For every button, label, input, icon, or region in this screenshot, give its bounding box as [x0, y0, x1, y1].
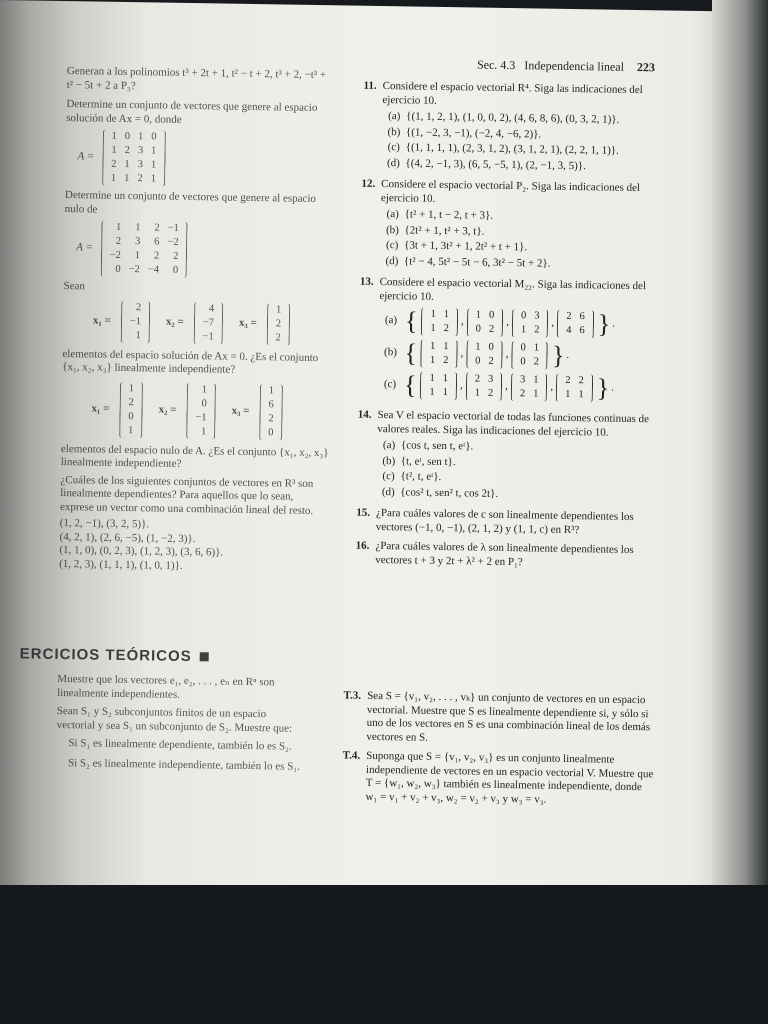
matrix-cell: 2	[154, 222, 160, 234]
list-item	[376, 485, 670, 503]
item-label: (d)	[385, 254, 399, 267]
matrix-name: A =	[76, 241, 93, 254]
matrix-cell: 0	[172, 264, 179, 276]
matrix-cell: 1	[137, 131, 144, 143]
left-column	[59, 65, 335, 575]
matrix-cell: 4	[208, 302, 215, 314]
matrix-cell: 1	[275, 303, 282, 315]
teoricos-left	[56, 673, 307, 774]
matrix-cell: 1	[110, 172, 117, 184]
matrix-row	[125, 329, 144, 343]
item-label: (c)	[382, 470, 395, 483]
matrix-cell: 1	[430, 340, 436, 352]
period: .	[566, 349, 570, 362]
matrix-cell: −1	[202, 330, 214, 342]
matrix-cell: 1	[442, 387, 448, 399]
matrix-row	[517, 309, 544, 323]
left-brace: {	[404, 306, 418, 336]
matrix-cell: 2	[488, 323, 495, 335]
exercise-number: 15.	[356, 506, 371, 519]
matrix-cell: −1	[129, 315, 142, 327]
matrix-row	[264, 426, 277, 440]
matrix-row	[191, 425, 210, 439]
matrix-block	[76, 220, 333, 280]
left-brace: {	[403, 370, 417, 400]
item-label: (b)	[385, 223, 399, 236]
matrix-cell: 2	[566, 310, 572, 323]
matrix	[467, 308, 504, 337]
matrix-cell: 2	[474, 373, 481, 385]
matrix-row	[426, 340, 453, 354]
matrix-cell: −7	[202, 316, 215, 328]
matrix-row	[124, 396, 137, 410]
matrix-row	[198, 330, 217, 344]
list-item: (4, 2, 1), (2, 6, −5), (1, −2, 3)}.	[59, 530, 196, 545]
matrix-cell: 1	[124, 158, 130, 171]
matrix-cell: 2	[443, 355, 449, 367]
exercise-15	[340, 506, 670, 538]
matrix-row	[106, 221, 183, 236]
theory-text: Suponga que S = {v₁, v₂, v₃} es un conjunto linealmente independiente de vectores en un espacio vectorial V. Muestre que T = {w₁, w₂, w₃} también es linealmente independiente, donde w₁ = v₁ + v₂ + v₃, w₂ = v₂ + v₃ y w₃ = v₃.	[365, 749, 654, 806]
theory-T4	[325, 749, 656, 808]
matrix-cell: 4	[566, 324, 572, 337]
separator: ,	[460, 347, 464, 360]
matrix-row	[426, 354, 453, 368]
matrix-cell: 1	[443, 309, 450, 321]
matrix-cell: 1	[200, 425, 207, 437]
item-text: {(1, 1, 2, 1), (1, 0, 0, 2), (4, 6, 8, 6), (0, 3, 2, 1)}.	[406, 110, 620, 126]
matrix-cell: 1	[430, 308, 436, 320]
theory-subitem: Si S₂ es linealmente independiente, también lo es S₁.	[67, 756, 301, 773]
matrix-row	[516, 355, 543, 369]
matrix-row	[471, 372, 498, 386]
matrix-row	[472, 322, 499, 336]
matrix-row	[125, 382, 138, 396]
matrix-cell: 3	[134, 236, 141, 248]
matrix-cell: 2	[111, 158, 117, 170]
matrix-cell: 6	[154, 236, 160, 248]
matrix-cell: 1	[430, 322, 436, 334]
matrix-cell: 2	[519, 388, 526, 400]
item-text: {(4, 2, −1, 3), (6, 5, −5, 1), (2, −1, 3, 5)}.	[405, 156, 586, 172]
matrix	[102, 130, 166, 187]
matrix-cell: 0	[151, 131, 157, 143]
vector-name: x₁ =	[92, 314, 111, 327]
separator: ,	[460, 315, 464, 328]
matrix-cell: 1	[128, 424, 134, 436]
exercise-text: ¿Para cuáles valores de λ son linealmente dependientes los vectores t + 3 y 2t + λ² + 2 en P₁?	[375, 539, 634, 568]
matrix-cell: 1	[429, 386, 435, 398]
matrix-cell: 1	[124, 172, 130, 185]
matrix-row	[561, 374, 588, 388]
matrix-cell: 1	[578, 389, 584, 401]
left-paragraph: Determine un conjunto de vectores que genere al espacio nulo de	[64, 189, 317, 216]
matrix-cell: 2	[275, 317, 282, 329]
matrix-cell: 1	[135, 329, 141, 341]
item-text: {t, eᵗ, sen t}.	[400, 454, 456, 468]
matrix	[511, 373, 548, 402]
section-title	[20, 645, 209, 665]
matrix-row	[105, 263, 182, 278]
matrix-cell: 0	[201, 397, 207, 409]
matrix-set	[403, 307, 615, 338]
matrix	[420, 372, 457, 401]
matrix-set-item	[379, 307, 673, 340]
matrix-row	[425, 372, 452, 386]
matrix-row	[107, 130, 160, 145]
item-label: (c)	[385, 239, 399, 252]
item-label: (b)	[387, 125, 401, 138]
matrix-cell: 1	[135, 222, 141, 234]
matrix-cell: 2	[137, 173, 143, 185]
matrix-row	[562, 324, 589, 338]
matrix-row	[107, 172, 160, 187]
period: .	[612, 317, 616, 330]
matrix-row	[264, 412, 277, 426]
matrix-row	[106, 235, 183, 250]
exercise-11	[345, 79, 676, 176]
matrix-row	[272, 303, 285, 317]
left-brace: {	[404, 338, 418, 368]
vector	[186, 382, 216, 438]
exercise-number: 12.	[361, 177, 376, 190]
matrix-cell: 3	[488, 373, 494, 385]
matrix-cell: −1	[167, 222, 179, 234]
matrix-cell: −2	[167, 236, 179, 248]
matrix-cell: 2	[534, 324, 540, 336]
list-item: (1, 2, 3), (1, 1, 1), (1, 0, 1)}.	[59, 557, 183, 572]
matrix-cell: 0	[520, 356, 526, 368]
matrix-cell: 1	[474, 387, 480, 399]
matrix-cell: 1	[475, 309, 482, 321]
exercise-16	[339, 539, 669, 571]
matrix-row	[516, 387, 543, 401]
vector	[120, 300, 150, 342]
matrix-cell: −2	[109, 249, 121, 261]
list-item: (1, 1, 0), (0, 2, 3), (1, 2, 3), (3, 6, 6)}.	[59, 544, 224, 559]
matrix-row	[471, 354, 498, 368]
vector-name: x₁ =	[91, 402, 110, 415]
matrix-cell: 1	[533, 388, 539, 400]
vector	[266, 303, 290, 345]
matrix-cell: 1	[429, 372, 435, 384]
matrix-cell: 3	[519, 374, 526, 386]
matrix-cell: −4	[147, 264, 160, 276]
matrix-cell: 2	[533, 356, 539, 368]
matrix-cell: 1	[111, 130, 117, 142]
matrix-cell: 2	[115, 235, 122, 247]
matrix-cell: 2	[565, 374, 571, 387]
matrix	[466, 340, 503, 369]
left-paragraph: elementos del espacio nulo de A. ¿Es el conjunto {x₁, x₂, x₃} linealmente independiente?	[60, 442, 329, 470]
right-brace: }	[596, 373, 610, 403]
item-text: {t² + 1, t − 2, t + 3}.	[404, 208, 494, 222]
running-header	[477, 58, 655, 76]
matrix-cell: 1	[520, 324, 527, 336]
exercise-13	[342, 275, 674, 407]
matrix-row	[199, 302, 218, 316]
matrix-row	[516, 373, 543, 387]
matrix-cell: 2	[124, 144, 130, 157]
left-item-list	[59, 517, 328, 575]
matrix-row	[561, 388, 588, 402]
matrix-cell: 1	[151, 145, 157, 157]
matrix-cell: 1	[533, 374, 539, 386]
matrix-cell: 2	[443, 323, 449, 335]
matrix-cell: 1	[443, 341, 449, 353]
matrix-cell: 3	[137, 145, 144, 157]
matrix-row	[126, 301, 145, 315]
exercise-number: 11.	[363, 79, 377, 92]
matrix-cell: 3	[534, 310, 540, 322]
matrix-cell: 1	[442, 373, 449, 385]
header-title: Independencia lineal	[524, 58, 625, 74]
theory-item: Muestre que los vectores e₁, e₂, . . . , eₙ en Rⁿ son linealmente independientes.	[57, 672, 275, 701]
matrix-cell: 1	[150, 159, 157, 171]
page-number: 223	[636, 60, 656, 75]
matrix-row	[472, 308, 499, 322]
matrix-row	[126, 315, 145, 329]
matrix	[557, 310, 594, 339]
vector-name: x₃ =	[238, 316, 257, 329]
matrix-cell: 3	[137, 159, 143, 171]
matrix-name: A =	[77, 150, 95, 163]
exercise-text: Considere el espacio vectorial P₂. Siga las indicaciones del ejercicio 10.	[380, 178, 641, 205]
matrix-cell: 2	[275, 331, 281, 343]
matrix-cell: 1	[128, 382, 135, 394]
matrix-set	[402, 339, 569, 370]
matrix-row	[265, 384, 278, 398]
item-label: (d)	[386, 156, 400, 169]
item-label: (b)	[382, 454, 396, 467]
separator: ,	[506, 316, 510, 329]
item-text: {cos t, sen t, eᵗ}.	[400, 439, 474, 453]
item-text: {3t + 1, 3t² + 1, 2t² + t + 1}.	[404, 239, 528, 254]
matrix-cell: 6	[579, 325, 585, 337]
matrix-cell: 1	[475, 341, 481, 353]
matrix-cell: 1	[268, 384, 275, 396]
vector	[193, 302, 223, 344]
matrix-row	[425, 386, 452, 400]
left-paragraph: ¿Cuáles de los siguientes conjuntos de vectores en R³ son linealmente dependientes? Para aquellos que lo sean, exprese un vector como una combinación lineal del resto.	[59, 473, 314, 517]
matrix-cell: 1	[150, 173, 156, 185]
separator: ,	[459, 379, 463, 392]
separator: ,	[550, 380, 554, 393]
matrix-cell: 2	[578, 375, 584, 387]
left-paragraph: Generan a los polinomios t³ + 2t + 1, t² − t + 2, t³ + 2, −t³ + t² − 5t + 2 a P₃?	[66, 65, 327, 92]
matrix-cell: −2	[128, 264, 140, 276]
matrix-cell: 0	[115, 263, 121, 275]
item-label: (d)	[381, 485, 395, 498]
matrix-row	[191, 397, 210, 411]
theory-T3	[326, 689, 657, 748]
item-text: {2t² + 1, t² + 3, t}.	[404, 223, 485, 238]
list-item	[381, 157, 675, 175]
matrix-cell: 2	[488, 355, 494, 367]
theory-text: Sea S = {v₁, v₂, . . . , vₖ} un conjunto de vectores en un espacio vectorial. Muestre que S es linealmente dependiente si, y sólo si uno de los vectores en S es una combinación lineal de los demás vectores en S.	[366, 689, 651, 744]
matrix-cell: 1	[201, 383, 208, 395]
item-label: (c)	[387, 141, 400, 154]
item-label: (c)	[383, 378, 397, 391]
item-text: {(1, 1, 1, 1), (2, 3, 1, 2), (3, 1, 2, 1), (2, 2, 1, 1)}.	[405, 141, 619, 157]
matrix-row	[199, 316, 218, 330]
matrix-cell: 1	[115, 221, 122, 233]
theory-subitem: Si S₁ es linealmente dependiente, también lo es S₂.	[68, 737, 292, 753]
item-text: {t² − 4, 5t² − 5t − 6, 3t² − 5t + 2}.	[403, 254, 551, 270]
matrix-cell: 6	[579, 311, 585, 323]
item-label: (a)	[388, 110, 401, 123]
matrix-cell: 2	[135, 301, 142, 313]
matrix-cell: 0	[521, 310, 527, 322]
matrix-cell: 1	[533, 342, 540, 354]
theory-item: Sean S₁ y S₂ subconjuntos finitos de un espacio vectorial y sea S₁ un subconjunto de S₂. Muestre que:	[56, 704, 293, 735]
item-text: {(1, −2, 3, −1), (−2, 4, −6, 2)}.	[405, 125, 542, 141]
matrix-row	[471, 386, 498, 400]
vector-row	[81, 381, 330, 441]
matrix-row	[516, 341, 543, 355]
matrix-row	[192, 383, 211, 397]
matrix-row	[124, 424, 137, 438]
list-item: (1, 2, −1), (3, 2, 5)}.	[59, 517, 150, 531]
teoricos-right	[325, 689, 657, 814]
matrix	[421, 340, 458, 369]
matrix-cell: 0	[124, 130, 131, 143]
matrix-block	[77, 129, 334, 189]
item-label: (a)	[382, 439, 396, 452]
vector-row	[83, 300, 332, 346]
matrix-row	[471, 340, 498, 354]
vector	[259, 384, 283, 440]
matrix-cell: 2	[268, 412, 274, 424]
matrix-cell: 2	[173, 250, 179, 262]
matrix-cell: 0	[489, 309, 495, 321]
vector	[119, 381, 143, 437]
separator: ,	[505, 380, 509, 393]
matrix	[100, 221, 188, 278]
matrix-set-item	[378, 371, 672, 404]
matrix-row	[264, 398, 277, 412]
matrix-cell: 0	[128, 410, 134, 422]
exercise-number: 13.	[359, 275, 374, 288]
matrix-cell: 1	[429, 354, 436, 366]
matrix	[466, 372, 503, 401]
list-item	[380, 255, 674, 273]
matrix-row	[426, 322, 453, 336]
left-paragraph: Sean	[63, 280, 85, 293]
exercise-text: ¿Para cuáles valores de c son linealmente dependientes los vectores (−1, 0, −1), (2, 1, 2) y (1, 1, c) en R³?	[375, 506, 634, 536]
matrix-cell: −1	[195, 411, 207, 423]
matrix	[421, 308, 458, 337]
matrix-cell: 0	[268, 426, 274, 438]
matrix-row	[106, 249, 183, 264]
matrix-cell: 0	[475, 323, 481, 335]
separator: ,	[505, 348, 509, 361]
matrix-cell: 1	[134, 250, 141, 262]
right-column	[339, 79, 677, 577]
matrix-row	[107, 158, 160, 173]
matrix-row	[271, 331, 284, 345]
matrix-cell: 2	[128, 396, 134, 408]
vector-name: x₃ =	[231, 404, 250, 417]
period: .	[611, 381, 615, 394]
matrix	[556, 374, 593, 403]
vector-name: x₂ =	[158, 403, 177, 416]
exercise-text: Sea V el espacio vectorial de todas las funciones continuas de valores reales. Siga las indicaciones del ejercicio 10.	[377, 408, 650, 439]
matrix-cell: 6	[268, 398, 274, 410]
item-label: (a)	[386, 208, 399, 221]
left-paragraph: elementos del espacio solución de Ax = 0. ¿Es el conjunto {x₁, x₂, x₃} linealmente independiente?	[62, 347, 319, 376]
matrix-row	[562, 310, 589, 324]
section-title-text: ERCICIOS TEÓRICOS	[19, 645, 192, 666]
matrix-set-item	[378, 339, 672, 372]
matrix-set	[402, 371, 614, 402]
matrix-cell: 0	[488, 341, 494, 353]
item-label: (b)	[383, 346, 398, 359]
matrix-row	[107, 144, 160, 159]
matrix-row	[124, 410, 137, 424]
item-label: (a)	[384, 314, 398, 327]
matrix-cell: 2	[153, 250, 160, 262]
matrix-cell: 1	[565, 388, 571, 401]
matrix-cell: 1	[111, 144, 117, 156]
exercise-12	[344, 177, 675, 274]
matrix-cell: 0	[520, 342, 526, 354]
square-bullet-icon	[200, 652, 209, 661]
matrix	[511, 341, 548, 370]
exercise-14	[340, 408, 671, 505]
matrix-row	[426, 308, 453, 322]
matrix-row	[517, 323, 544, 337]
exercise-text: Considere el espacio vectorial M₂₂. Siga las indicaciones del ejercicio 10.	[379, 275, 647, 303]
vector-name: x₂ =	[165, 315, 184, 328]
matrix-cell: 2	[487, 387, 494, 399]
theory-number: T.3.	[343, 689, 362, 702]
right-brace: }	[551, 340, 565, 370]
matrix-row	[191, 411, 210, 425]
theory-number: T.4.	[342, 749, 361, 762]
item-text: {t², t, eᵗ}.	[400, 470, 442, 483]
exercise-number: 14.	[357, 408, 372, 421]
right-brace: }	[597, 309, 611, 339]
item-text: {cos² t, sen² t, cos 2t}.	[400, 485, 499, 500]
separator: ,	[551, 316, 555, 329]
matrix-cell: 0	[475, 355, 481, 367]
left-paragraph: Determine un conjunto de vectores que genere al espacio solución de Ax = 0, donde	[66, 98, 318, 126]
matrix	[512, 309, 549, 338]
header-section: Sec. 4.3	[476, 57, 516, 73]
matrix-row	[272, 317, 285, 331]
exercise-number: 16.	[355, 539, 370, 552]
exercise-text: Considere el espacio vectorial R⁴. Siga las indicaciones del ejercicio 10.	[382, 80, 643, 107]
